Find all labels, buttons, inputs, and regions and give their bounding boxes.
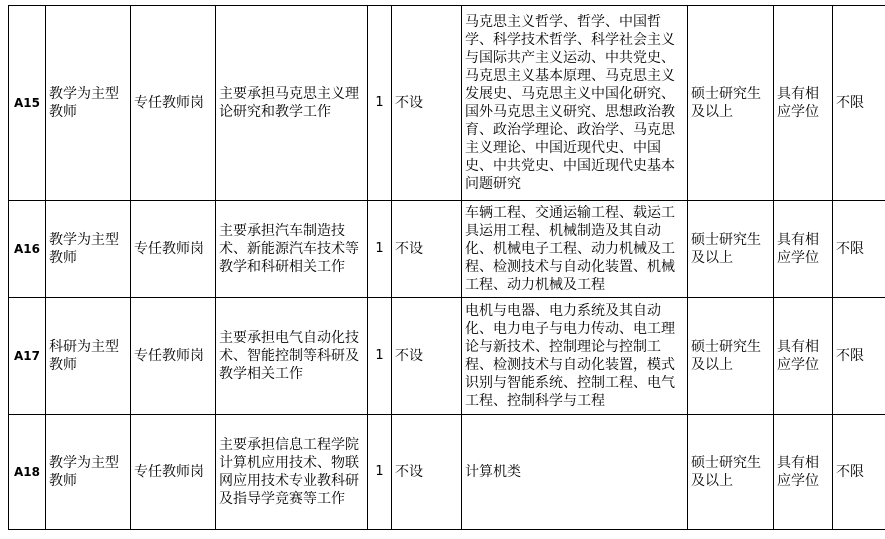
other-limit: 不限: [833, 415, 885, 530]
setting: 不设: [392, 298, 462, 415]
hiring-count: 1: [368, 415, 392, 530]
hiring-count: 1: [368, 298, 392, 415]
recruitment-table: [8, 5, 885, 530]
position-name: 专任教师岗: [131, 6, 216, 201]
position-duty: 主要承担信息工程学院计算机应用技术、物联网应用技术专业教科研及指导学竞赛等工作: [216, 415, 368, 530]
other-limit: 不限: [833, 298, 885, 415]
table-row: [9, 6, 885, 201]
position-name: 专任教师岗: [131, 201, 216, 298]
position-category: 科研为主型教师: [46, 298, 131, 415]
position-code: A17: [9, 298, 46, 415]
major-requirement: 马克思主义哲学、哲学、中国哲学、科学技术哲学、科学社会主义与国际共产主义运动、中共党史、马克思主义基本原理、马克思主义发展史、马克思主义中国化研究、国外马克思主义研究、思想政治教育、政治学理论、政治学、马克思主义理论、中国近现代史、中国史、中共党史、中国近现代史基本问题研究: [462, 6, 688, 201]
position-code: A16: [9, 201, 46, 298]
hiring-count: 1: [368, 201, 392, 298]
major-requirement: 车辆工程、交通运输工程、载运工具运用工程、机械制造及其自动化、机械电子工程、动力机械及工程、检测技术与自动化装置、机械工程、动力机械及工程: [462, 201, 688, 298]
setting: 不设: [392, 415, 462, 530]
position-code: A18: [9, 415, 46, 530]
position-category: 教学为主型教师: [46, 415, 131, 530]
position-name: 专任教师岗: [131, 415, 216, 530]
degree-requirement: 具有相应学位: [774, 298, 833, 415]
degree-requirement: 具有相应学位: [774, 415, 833, 530]
table-row: [9, 298, 885, 415]
position-name: 专任教师岗: [131, 298, 216, 415]
setting: 不设: [392, 201, 462, 298]
education-requirement: 硕士研究生及以上: [688, 415, 774, 530]
other-limit: 不限: [833, 201, 885, 298]
degree-requirement: 具有相应学位: [774, 201, 833, 298]
education-requirement: 硕士研究生及以上: [688, 298, 774, 415]
position-code: A15: [9, 6, 46, 201]
table-row: [9, 415, 885, 530]
setting: 不设: [392, 6, 462, 201]
hiring-count: 1: [368, 6, 392, 201]
position-duty: 主要承担马克思主义理论研究和教学工作: [216, 6, 368, 201]
education-requirement: 硕士研究生及以上: [688, 201, 774, 298]
major-requirement: 计算机类: [462, 415, 688, 530]
position-duty: 主要承担电气自动化技术、智能控制等科研及教学相关工作: [216, 298, 368, 415]
position-duty: 主要承担汽车制造技术、新能源汽车技术等教学和科研相关工作: [216, 201, 368, 298]
position-category: 教学为主型教师: [46, 201, 131, 298]
major-requirement: 电机与电器、电力系统及其自动化、电力电子与电力传动、电工理论与新技术、控制理论与控制工程、检测技术与自动化装置，模式识别与智能系统、控制工程、电气工程、控制科学与工程: [462, 298, 688, 415]
table-row: [9, 201, 885, 298]
degree-requirement: 具有相应学位: [774, 6, 833, 201]
other-limit: 不限: [833, 6, 885, 201]
education-requirement: 硕士研究生及以上: [688, 6, 774, 201]
position-category: 教学为主型教师: [46, 6, 131, 201]
